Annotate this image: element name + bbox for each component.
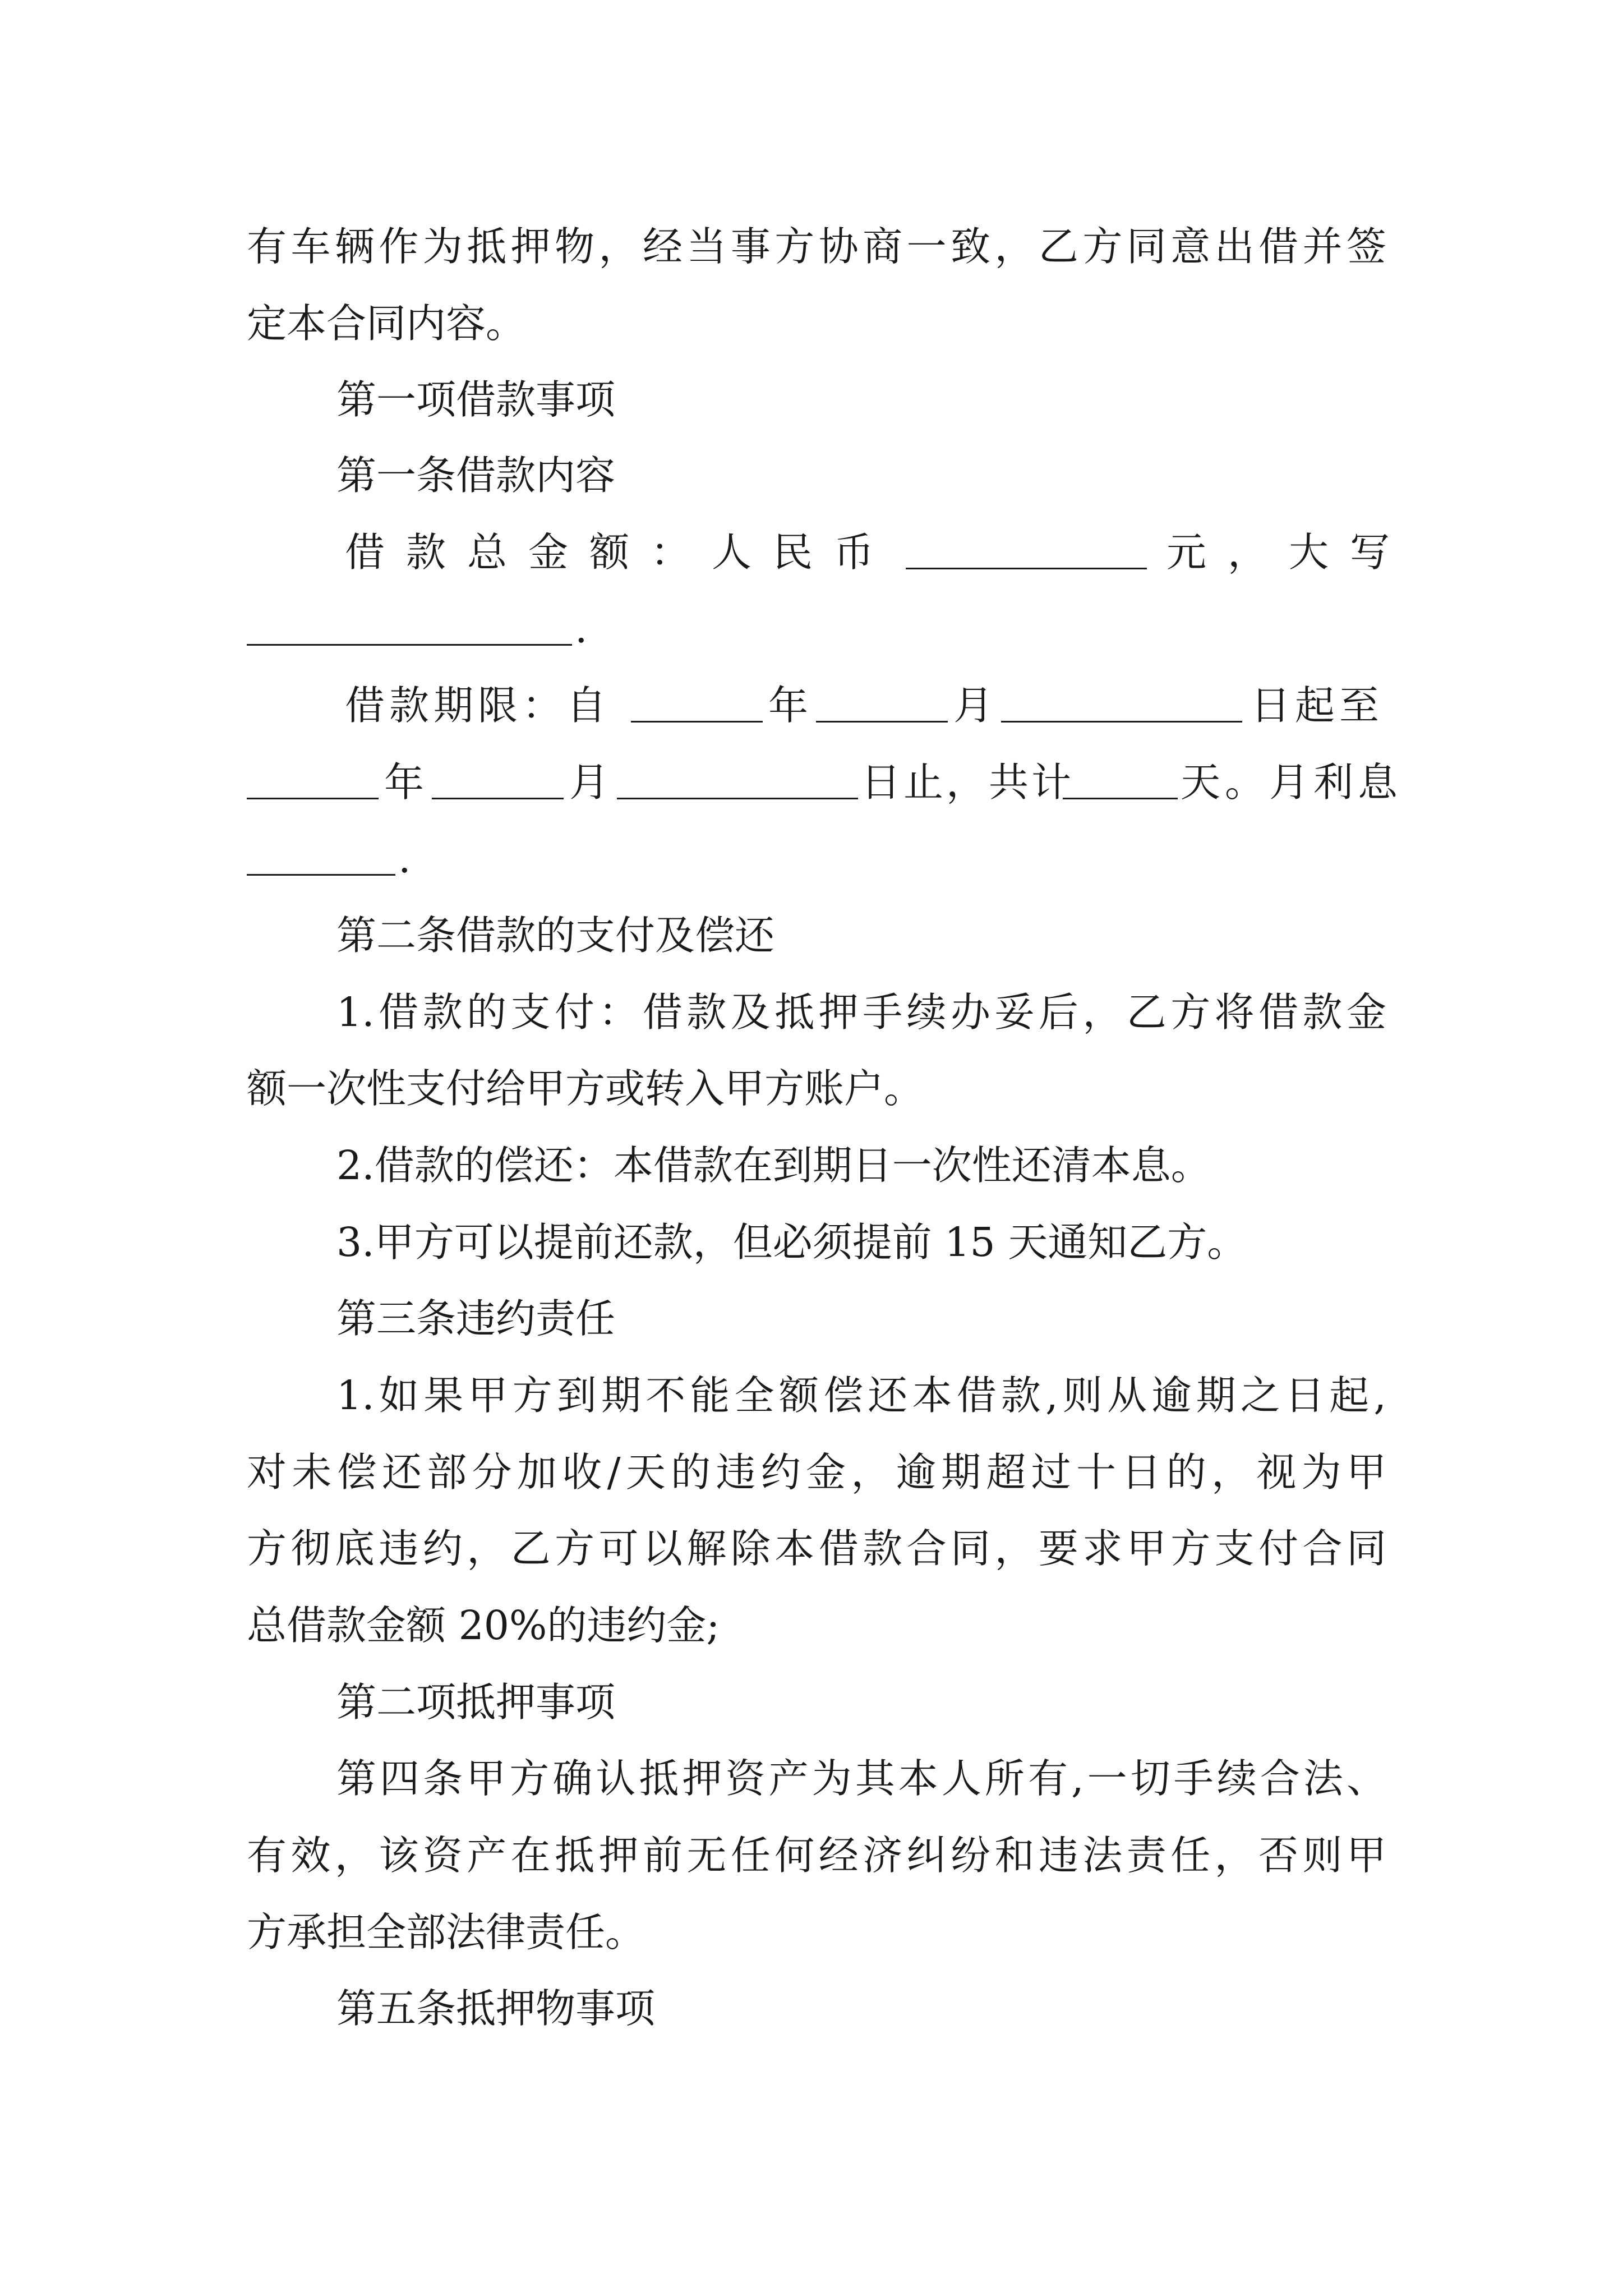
paragraph-line: 总借款金额 20%的违约金; [247,1602,720,1649]
loan-term-end-line [247,752,1403,813]
section-heading: 第一项借款事项 [336,376,616,423]
days-blank [1063,763,1178,799]
month-label: 月 [953,682,994,729]
monthly-interest-label: 天。月利息 [1181,759,1403,806]
paragraph-line: 1.借款的支付：借款及抵押手续办妥后，乙方将借款金 [336,989,1386,1036]
paragraph-line: 方承担全部法律责任。 [247,1909,645,1955]
amount-capital-line [247,598,1386,660]
period-mark: . [398,835,411,882]
start-day-blank [1001,686,1242,723]
year-label: 年 [384,759,425,806]
article-heading: 第三条违约责任 [336,1295,616,1342]
paragraph-line: 有车辆作为抵押物，经当事方协商一致，乙方同意出借并签 [247,223,1386,270]
month-label: 月 [569,759,610,806]
paragraph-line: 额一次性支付给甲方或转入甲方账户。 [247,1065,924,1112]
paragraph-line: 定本合同内容。 [247,300,526,347]
amount-capital-label: 元，大写 [1166,529,1412,576]
end-total-label: 日止，共计 [861,759,1075,806]
interest-line [247,828,1386,890]
paragraph-line: 有效，该资产在抵押前无任何经济纠纷和违法责任，否则甲 [247,1832,1386,1879]
loan-term-line [247,675,1386,737]
loan-amount-label: 借款总金额：人民币 [345,529,896,576]
loan-term-label: 借款期限：自 [345,682,611,729]
amount-capital-blank [247,609,572,646]
paragraph-line: 2.借款的偿还：本借款在到期日一次性还清本息。 [336,1142,1211,1189]
loan-amount-line [247,522,1412,583]
start-year-blank [631,686,763,723]
from-day-label: 日起至 [1251,682,1384,729]
section-heading: 第二项抵押事项 [336,1679,616,1726]
document-page [247,0,1412,2296]
paragraph-line: 3.甲方可以提前还款，但必须提前 15 天通知乙方。 [336,1219,1247,1266]
article-heading: 第二条借款的支付及偿还 [336,912,775,959]
end-month-blank [432,763,564,799]
paragraph-line: 第四条甲方确认抵押资产为其本人所有,一切手续合法、 [336,1755,1386,1802]
paragraph-line: 对未偿还部分加收/天的违约金，逾期超过十日的，视为甲 [247,1449,1386,1496]
paragraph-line: 1.如果甲方到期不能全额偿还本借款,则从逾期之日起, [336,1372,1386,1419]
year-label: 年 [768,682,809,729]
start-month-blank [816,686,948,723]
paragraph-line: 方彻底违约，乙方可以解除本借款合同，要求甲方支付合同 [247,1525,1386,1572]
period-mark: . [575,605,588,652]
amount-blank [906,533,1147,569]
interest-blank [247,839,395,876]
article-heading: 第五条抵押物事项 [336,1985,656,2032]
article-heading: 第一条借款内容 [336,452,616,499]
end-year-blank [247,763,379,799]
end-day-blank [617,763,858,799]
